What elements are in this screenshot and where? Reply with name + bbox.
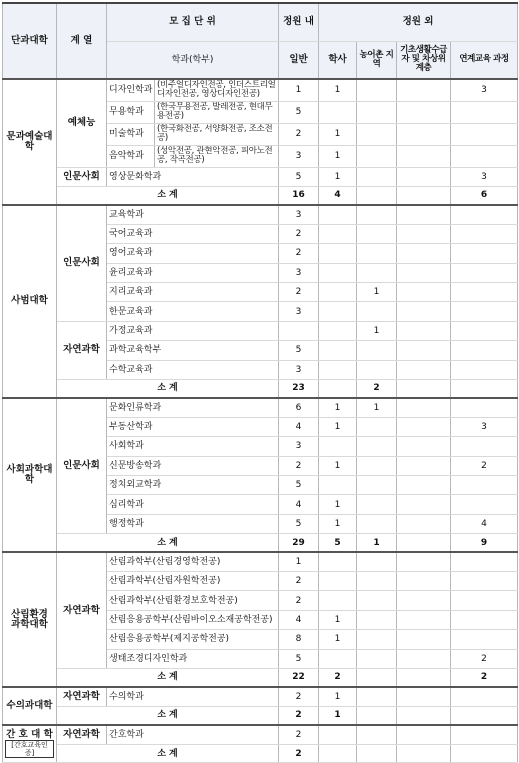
linked-count: 2 (451, 456, 518, 475)
rural-count (357, 514, 397, 533)
linked-count (451, 224, 518, 243)
bachelor-count (319, 302, 357, 321)
dept-name: 산림응용공학부(제지공학전공) (107, 630, 279, 649)
basic-living-count (397, 437, 451, 456)
linked-count (451, 360, 518, 379)
basic-living-count (397, 456, 451, 475)
linked-count (451, 244, 518, 263)
linked-count (451, 263, 518, 282)
linked-count (451, 321, 518, 340)
linked-count (451, 591, 518, 610)
basic-living-count (397, 282, 451, 301)
field-name: 인문사회 (57, 205, 107, 321)
general-count: 2 (279, 244, 319, 263)
table-row (3, 205, 518, 224)
rural-count (357, 244, 397, 263)
subtotal-row (3, 186, 518, 205)
subtotal-row (3, 706, 518, 725)
bachelor-count (319, 341, 357, 360)
header-row-1 (3, 3, 518, 41)
general-count: 1 (279, 552, 319, 571)
dept-name: 디자인학과 (107, 79, 155, 101)
bachelor-count: 1 (319, 610, 357, 629)
rural-count (357, 687, 397, 706)
dept-name: 영상문화학과 (107, 167, 279, 186)
linked-count (451, 302, 518, 321)
general-count: 4 (279, 610, 319, 629)
dept-name: 영어교육과 (107, 244, 279, 263)
general-count: 3 (279, 145, 319, 167)
linked-count (451, 610, 518, 629)
subtotal-bachelor: 1 (319, 706, 357, 725)
bachelor-count (319, 205, 357, 224)
rural-count (357, 101, 397, 123)
dept-name: 심리학과 (107, 495, 279, 514)
general-count: 6 (279, 398, 319, 417)
dept-name: 교육학과 (107, 205, 279, 224)
college-name (3, 725, 57, 763)
general-count: 4 (279, 495, 319, 514)
general-count: 3 (279, 360, 319, 379)
general-count: 1 (279, 79, 319, 101)
general-count: 5 (279, 514, 319, 533)
basic-living-count (397, 649, 451, 668)
rural-count (357, 649, 397, 668)
dept-name: 한문교육과 (107, 302, 279, 321)
bachelor-count: 1 (319, 495, 357, 514)
header-college: 단과대학 (3, 3, 57, 79)
dept-name: 사회학과 (107, 437, 279, 456)
basic-living-count (397, 398, 451, 417)
bachelor-count: 1 (319, 167, 357, 186)
rural-count (357, 725, 397, 744)
bachelor-count (319, 649, 357, 668)
bachelor-count: 1 (319, 417, 357, 436)
bachelor-count (319, 591, 357, 610)
general-count: 2 (279, 123, 319, 145)
table-row (3, 79, 518, 101)
bachelor-count (319, 725, 357, 744)
header-field: 계 열 (57, 3, 107, 79)
bachelor-count (319, 263, 357, 282)
header-rural: 농어촌 지역 (357, 41, 397, 79)
subtotal-rural (357, 668, 397, 687)
basic-living-count (397, 244, 451, 263)
dept-name: 미술학과 (107, 123, 155, 145)
field-name: 자연과학 (57, 552, 107, 668)
basic-living-count (397, 417, 451, 436)
dept-detail: (비주얼디자인전공, 인더스트리얼디자인전공, 영상디자인전공) (155, 79, 279, 101)
rural-count (357, 145, 397, 167)
rural-count (357, 495, 397, 514)
college-label: 수의과대학 (6, 699, 53, 711)
bachelor-count (319, 360, 357, 379)
linked-count (451, 630, 518, 649)
rural-count (357, 417, 397, 436)
subtotal-basic-living (397, 186, 451, 205)
linked-count (451, 725, 518, 744)
field-name: 인문사회 (57, 167, 107, 186)
dept-name: 산림과학부(산림환경보호학전공) (107, 591, 279, 610)
header-unit: 모 집 단 위 (107, 3, 279, 41)
bachelor-count: 1 (319, 79, 357, 101)
general-count: 3 (279, 205, 319, 224)
linked-count (451, 687, 518, 706)
college-name (3, 205, 57, 398)
rural-count (357, 572, 397, 591)
basic-living-count (397, 475, 451, 494)
bachelor-count: 1 (319, 456, 357, 475)
dept-name: 문화인류학과 (107, 398, 279, 417)
subtotal-label: 소 계 (57, 706, 279, 725)
bachelor-count: 1 (319, 630, 357, 649)
dept-name: 과학교육학부 (107, 341, 279, 360)
bachelor-count (319, 437, 357, 456)
subtotal-linked (451, 706, 518, 725)
dept-name: 부동산학과 (107, 417, 279, 436)
bachelor-count (319, 101, 357, 123)
basic-living-count (397, 302, 451, 321)
rural-count (357, 341, 397, 360)
college-name (3, 398, 57, 552)
subtotal-basic-living (397, 379, 451, 398)
college-name (3, 79, 57, 205)
college-label: 산림환경 과학대학 (11, 608, 48, 630)
basic-living-count (397, 341, 451, 360)
linked-count (451, 282, 518, 301)
subtotal-bachelor: 2 (319, 668, 357, 687)
general-count: 2 (279, 572, 319, 591)
rural-count (357, 610, 397, 629)
linked-count: 4 (451, 514, 518, 533)
subtotal-basic-living (397, 744, 451, 763)
basic-living-count (397, 205, 451, 224)
subtotal-general: 2 (279, 706, 319, 725)
college-name (3, 687, 57, 725)
subtotal-bachelor (319, 379, 357, 398)
basic-living-count (397, 572, 451, 591)
admission-table-container (2, 2, 517, 763)
dept-detail: (한국화전공, 서양화전공, 조소전공) (155, 123, 279, 145)
general-count: 4 (279, 417, 319, 436)
bachelor-count: 1 (319, 145, 357, 167)
bachelor-count (319, 572, 357, 591)
rural-count (357, 591, 397, 610)
college-label: 사범대학 (11, 295, 48, 307)
rural-count: 1 (357, 398, 397, 417)
subtotal-row (3, 744, 518, 763)
subtotal-linked (451, 744, 518, 763)
header-basic-living: 기초생활수급자 및 차상위계층 (397, 41, 451, 79)
subtotal-linked: 9 (451, 534, 518, 553)
dept-name: 생태조경디자인학과 (107, 649, 279, 668)
bachelor-count: 1 (319, 687, 357, 706)
general-count: 8 (279, 630, 319, 649)
table-row (3, 398, 518, 417)
subtotal-bachelor: 4 (319, 186, 357, 205)
general-count: 2 (279, 725, 319, 744)
subtotal-rural (357, 706, 397, 725)
field-name: 자연과학 (57, 725, 107, 744)
general-count: 2 (279, 456, 319, 475)
basic-living-count (397, 687, 451, 706)
basic-living-count (397, 552, 451, 571)
college-name (3, 552, 57, 687)
rural-count (357, 302, 397, 321)
rural-count (357, 630, 397, 649)
header-quota-out: 정원 외 (319, 3, 518, 41)
field-name: 자연과학 (57, 321, 107, 379)
dept-name: 지리교육과 (107, 282, 279, 301)
rural-count (357, 205, 397, 224)
subtotal-label: 소 계 (57, 668, 279, 687)
general-count: 2 (279, 224, 319, 243)
basic-living-count (397, 224, 451, 243)
subtotal-basic-living (397, 534, 451, 553)
field-name: 자연과학 (57, 687, 107, 706)
general-count: 2 (279, 687, 319, 706)
subtotal-linked: 6 (451, 186, 518, 205)
general-count: 3 (279, 263, 319, 282)
basic-living-count (397, 630, 451, 649)
subtotal-rural (357, 186, 397, 205)
dept-name: 산림과학부(산림자원학전공) (107, 572, 279, 591)
dept-name: 가정교육과 (107, 321, 279, 340)
bachelor-count: 1 (319, 398, 357, 417)
subtotal-label: 소 계 (57, 744, 279, 763)
rural-count (357, 224, 397, 243)
admission-quota-table (2, 2, 518, 763)
dept-name: 산림과학부(산림경영학전공) (107, 552, 279, 571)
basic-living-count (397, 495, 451, 514)
subtotal-general: 22 (279, 668, 319, 687)
subtotal-basic-living (397, 668, 451, 687)
linked-count: 2 (451, 649, 518, 668)
general-count: 5 (279, 101, 319, 123)
basic-living-count (397, 725, 451, 744)
dept-name: 간호학과 (107, 725, 279, 744)
rural-count (357, 263, 397, 282)
general-count: 5 (279, 475, 319, 494)
dept-name: 신문방송학과 (107, 456, 279, 475)
subtotal-row (3, 534, 518, 553)
table-row (3, 725, 518, 744)
table-row (3, 167, 518, 186)
general-count: 3 (279, 302, 319, 321)
header-bachelor: 학사 (319, 41, 357, 79)
general-count: 5 (279, 167, 319, 186)
basic-living-count (397, 591, 451, 610)
basic-living-count (397, 79, 451, 101)
bachelor-count (319, 244, 357, 263)
subtotal-linked: 2 (451, 668, 518, 687)
dept-name: 음악학과 (107, 145, 155, 167)
subtotal-row (3, 379, 518, 398)
table-row (3, 321, 518, 340)
general-count: 3 (279, 437, 319, 456)
general-count: 5 (279, 341, 319, 360)
linked-count (451, 123, 518, 145)
rural-count (357, 552, 397, 571)
subtotal-rural (357, 744, 397, 763)
linked-count (451, 572, 518, 591)
bachelor-count (319, 552, 357, 571)
subtotal-general: 29 (279, 534, 319, 553)
basic-living-count (397, 360, 451, 379)
subtotal-label: 소 계 (57, 534, 279, 553)
dept-name: 행정학과 (107, 514, 279, 533)
general-count: 2 (279, 591, 319, 610)
subtotal-row (3, 668, 518, 687)
subtotal-general: 2 (279, 744, 319, 763)
basic-living-count (397, 101, 451, 123)
table-row (3, 687, 518, 706)
linked-count (451, 398, 518, 417)
dept-detail: (한국무용전공, 발레전공, 현대무용전공) (155, 101, 279, 123)
linked-count (451, 495, 518, 514)
dept-name: 정치외교학과 (107, 475, 279, 494)
bachelor-count: 1 (319, 123, 357, 145)
dept-name: 수의학과 (107, 687, 279, 706)
college-label: 간 호 대 학 (6, 729, 53, 741)
dept-name: 무용학과 (107, 101, 155, 123)
general-count (279, 321, 319, 340)
rural-count: 1 (357, 282, 397, 301)
linked-count (451, 341, 518, 360)
college-label: 사회과학대 학 (6, 464, 53, 486)
rural-count (357, 437, 397, 456)
linked-count: 3 (451, 79, 518, 101)
rural-count (357, 360, 397, 379)
subtotal-label: 소 계 (57, 379, 279, 398)
basic-living-count (397, 610, 451, 629)
subtotal-rural: 1 (357, 534, 397, 553)
rural-count (357, 456, 397, 475)
header-linked: 연계교육 과정 (451, 41, 518, 79)
basic-living-count (397, 167, 451, 186)
subtotal-general: 16 (279, 186, 319, 205)
linked-count (451, 437, 518, 456)
linked-count (451, 475, 518, 494)
bachelor-count (319, 282, 357, 301)
linked-count: 3 (451, 167, 518, 186)
rural-count: 1 (357, 321, 397, 340)
subtotal-linked (451, 379, 518, 398)
subtotal-basic-living (397, 706, 451, 725)
bachelor-count: 1 (319, 514, 357, 533)
dept-detail: (성악전공, 관현악전공, 피아노전공, 작곡전공) (155, 145, 279, 167)
rural-count (357, 167, 397, 186)
basic-living-count (397, 321, 451, 340)
linked-count (451, 552, 518, 571)
dept-name: 윤리교육과 (107, 263, 279, 282)
college-note-badge: [간호교육인증] (5, 740, 54, 758)
dept-name: 국어교육과 (107, 224, 279, 243)
linked-count: 3 (451, 417, 518, 436)
subtotal-rural: 2 (357, 379, 397, 398)
bachelor-count (319, 321, 357, 340)
dept-name: 수학교육과 (107, 360, 279, 379)
general-count: 5 (279, 649, 319, 668)
rural-count (357, 475, 397, 494)
field-name: 예체능 (57, 79, 107, 167)
subtotal-bachelor (319, 744, 357, 763)
header-quota-in: 정원 내 (279, 3, 319, 41)
bachelor-count (319, 224, 357, 243)
subtotal-general: 23 (279, 379, 319, 398)
general-count: 2 (279, 282, 319, 301)
subtotal-label: 소 계 (57, 186, 279, 205)
basic-living-count (397, 123, 451, 145)
table-row (3, 552, 518, 571)
header-dept: 학과(학부) (107, 41, 279, 79)
field-name: 인문사회 (57, 398, 107, 534)
basic-living-count (397, 514, 451, 533)
rural-count (357, 79, 397, 101)
linked-count (451, 205, 518, 224)
linked-count (451, 101, 518, 123)
linked-count (451, 145, 518, 167)
basic-living-count (397, 263, 451, 282)
basic-living-count (397, 145, 451, 167)
subtotal-bachelor: 5 (319, 534, 357, 553)
bachelor-count (319, 475, 357, 494)
rural-count (357, 123, 397, 145)
dept-name: 산림응용공학부(산림바이오소재공학전공) (107, 610, 279, 629)
header-general: 일반 (279, 41, 319, 79)
college-label: 문과예술대 학 (6, 130, 53, 152)
